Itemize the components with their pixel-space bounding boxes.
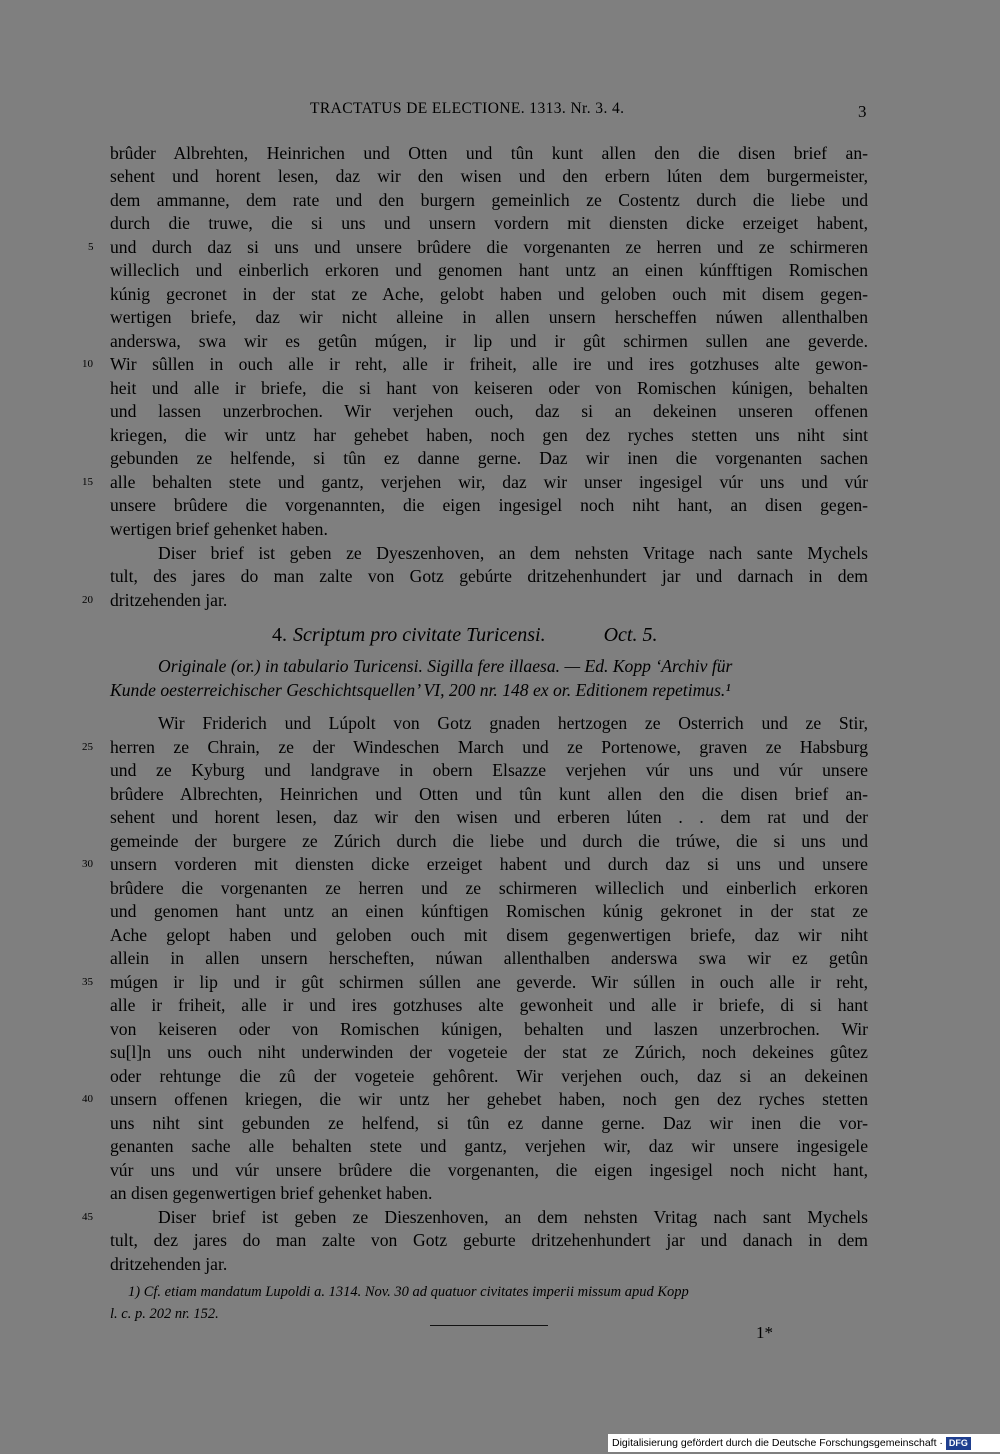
line-number: 30 [82, 858, 93, 870]
dating-line: dritzehenden jar. [110, 1254, 228, 1274]
line-number: 10 [82, 358, 93, 370]
text-line: und durch daz si uns und unsere brûdere die vorgenanten ze herren und ze schirmeren [110, 237, 868, 257]
text-line: uns niht sint gebunden ze helfend, si tûn ez danne gerne. Daz wir inen die vor- [110, 1113, 868, 1133]
line-number: 20 [82, 594, 93, 606]
line-number: 5 [88, 241, 94, 253]
dating-line: dritzehenden jar. [110, 590, 228, 610]
text-line: Wir Friderich und Lúpolt von Gotz gnaden hertzogen ze Osterrich und ze Stir, [158, 713, 868, 733]
text-line: sehent und horent lesen, daz wir den wisen und erberen lúten . . dem rat und der [110, 807, 868, 827]
text-line: vúr uns und vúr unsere brûdere die vorgenanten, die eigen ingesigel noch nicht hant, [110, 1160, 868, 1180]
text-line: an disen gegenwertigen brief gehenket haben. [110, 1183, 433, 1203]
text-line: anderswa, swa wir es getûn múgen, ir lip und ir gût schirmen sullen ane geverde. [110, 331, 868, 351]
footnote: 1) Cf. etiam mandatum Lupoldi a. 1314. Nov. 30 ad quatuor civitates imperii missum apud Kopp [128, 1284, 689, 1300]
text-line: und genomen hant untz an einen kúnftigen Romischen kúnig gekronet in der stat ze [110, 901, 868, 921]
text-line: gemeinde der burgere ze Zúrich durch die liebe und durch die trúwe, die si uns und [110, 831, 868, 851]
text-line: und lassen unzerbrochen. Wir verjehen ouch, daz si an dekeinen unseren offenen [110, 401, 868, 421]
text-line: Wir sûllen in ouch alle ir reht, alle ir friheit, alle ire und ires gotzhuses alte gewon- [110, 354, 868, 374]
text-line: múgen ir lip und ir gût schirmen súllen ane geverde. Wir súllen in ouch alle ir reht, [110, 972, 868, 992]
text-line: dem ammanne, dem rate und den burgern gemeinlich ze Costentz durch die liebe und [110, 190, 868, 210]
line-number: 40 [82, 1093, 93, 1105]
text-line: su[l]n uns ouch niht underwinden der vogeteie der stat ze Zúrich, noch dekeines gûtez [110, 1042, 868, 1062]
line-number: 35 [82, 976, 93, 988]
text-line: brûdere die vorgenanten ze herren und ze schirmeren willeclich und einberlich erkoren [110, 878, 868, 898]
text-line: kúnig gecronet in der stat ze Ache, gelobt haben und geloben ouch mit disem gegen- [110, 284, 868, 304]
text-line: Ache gelopt haben und geloben ouch mit disem gegenwertigen briefe, daz wir niht [110, 925, 868, 945]
dating-line: tult, dez jares do man zalte von Gotz geburte dritzehenhundert jar und danach in dem [110, 1230, 868, 1250]
running-head: TRACTATUS DE ELECTIONE. 1313. Nr. 3. 4. [310, 100, 625, 117]
page-number: 3 [858, 102, 867, 121]
text-line: heit und alle ir briefe, die si hant von keiseren oder von Romischen kúnigen, behalten [110, 378, 868, 398]
text-line: durch die truwe, die si uns und unsern vordern mit diensten dicke erzeiget habent, [110, 213, 868, 233]
dating-line: Diser brief ist geben ze Dieszenhoven, an dem nehsten Vritag nach sant Mychels [158, 1207, 868, 1227]
digitization-credit [608, 1434, 1000, 1452]
section-date: Oct. 5. [603, 624, 658, 646]
text-line: allein in allen unsern herscheften, núwan allenthalben anderswa swa wir ez getûn [110, 948, 868, 968]
line-number: 25 [82, 741, 93, 753]
source-note: Originale (or.) in tabulario Turicensi. Sigilla fere illaesa. — Ed. Kopp ‘Archiv für [158, 656, 733, 676]
text-line: sehent und horent lesen, daz wir den wisen und den erbern lúten dem burgermeister, [110, 166, 868, 186]
text-line: brûdere Albrechten, Heinrichen und Otten und tûn kunt allen den die disen brief an- [110, 784, 868, 804]
text-line: genanten sache alle behalten stete und gantz, verjehen wir, daz wir unsere ingesigele [110, 1136, 868, 1156]
section-heading [272, 624, 657, 647]
footnote: l. c. p. 202 nr. 152. [110, 1306, 219, 1322]
signature-mark: 1* [756, 1323, 773, 1342]
text-line: alle behalten stete und gantz, verjehen wir, daz wir unser ingesigel vúr uns und vúr [110, 472, 868, 492]
text-line: alle ir friheit, alle ir und ires gotzhuses alte gewonheit und alle ir briefe, di si hant [110, 995, 868, 1015]
digitization-text: Digitalisierung gefördert durch die Deutsche Forschungsgemeinschaft · [612, 1437, 943, 1449]
text-line: wertigen brief gehenket haben. [110, 519, 328, 539]
dating-line: tult, des jares do man zalte von Gotz gebúrte dritzehenhundert jar und darnach in dem [110, 566, 868, 586]
text-line: herren ze Chrain, ze der Windeschen March und ze Portenowe, graven ze Habsburg [110, 737, 868, 757]
text-line: willeclich und einberlich erkoren und genomen hant untz an einen kúnfftigen Romischen [110, 260, 868, 280]
text-line: brûder Albrehten, Heinrichen und Otten und tûn kunt allen den die disen brief an- [110, 143, 868, 163]
line-number: 45 [82, 1211, 93, 1223]
section-title: Scriptum pro civitate Turicensi. [293, 624, 546, 646]
section-number: 4. [272, 624, 287, 646]
text-line: kriegen, die wir untz har gehebet haben, noch gen dez ryches stetten uns niht sint [110, 425, 868, 445]
footnote-rule [430, 1325, 548, 1326]
text-line: oder rehtunge die zû der vogeteie gehôrent. Wir verjehen ouch, daz si an dekeinen [110, 1066, 868, 1086]
source-note: Kunde oesterreichischer Geschichtsquellen’ VI, 200 nr. 148 ex or. Editionem repetimus.¹ [110, 680, 731, 700]
text-line: unsere brûdere die vorgenannten, die eigen ingesigel noch niht hant, an disen gegen- [110, 495, 868, 515]
text-line: gebunden ze helfende, si tûn ez danne gerne. Daz wir inen die vorgenanten sachen [110, 448, 868, 468]
line-number: 15 [82, 476, 93, 488]
text-line: wertigen briefe, daz wir nicht alleine in allen unsern herscheffen núwen allenthalben [110, 307, 868, 327]
dating-line: Diser brief ist geben ze Dyeszenhoven, an dem nehsten Vritage nach sante Mychels [158, 543, 868, 563]
dfg-logo-icon[interactable]: DFG [946, 1437, 971, 1450]
text-line: und ze Kyburg und landgrave in obern Elsazze verjehen vúr uns und vúr unsere [110, 760, 868, 780]
text-line: unsern offenen kriegen, die wir untz her gehebet haben, noch gen dez ryches stetten [110, 1089, 868, 1109]
text-line: unsern vorderen mit diensten dicke erzeiget habent und durch daz si uns und unsere [110, 854, 868, 874]
text-line: von keiseren oder von Romischen kúnigen, behalten und laszen unzerbrochen. Wir [110, 1019, 868, 1039]
